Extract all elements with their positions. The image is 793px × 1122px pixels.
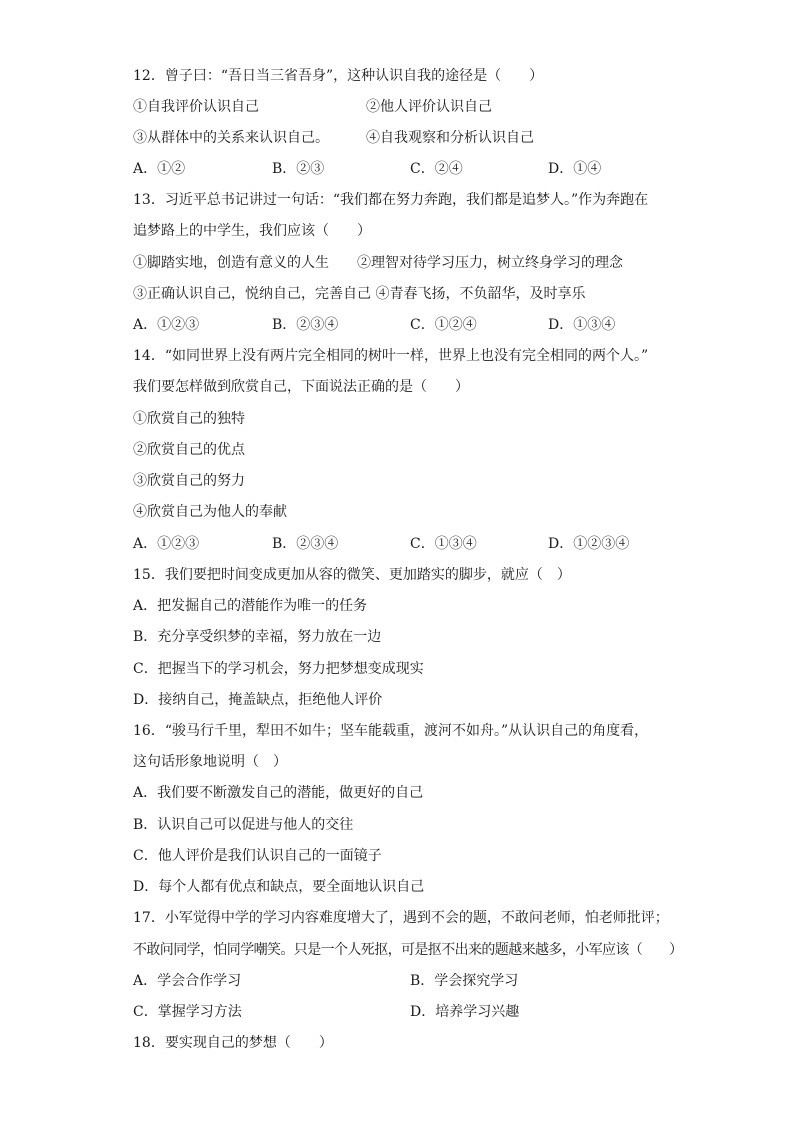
question-15-option-b: B．充分享受织梦的幸福，努力放在一边 — [133, 629, 382, 645]
question-15-option-a: A．把发掘自己的潜能作为唯一的任务 — [133, 598, 368, 614]
question-13-statement-3-4: ③正确认识自己，悦纳自己，完善自己 ④青春飞扬，不负韶华，及时享乐 — [133, 286, 586, 302]
question-15-option-d: D．接纳自己，掩盖缺点，拒绝他人评价 — [133, 692, 383, 708]
question-13-stem-line-2: 追梦路上的中学生，我们应该（ ） — [133, 223, 371, 239]
question-17-option-a: A．学会合作学习 — [133, 973, 242, 989]
question-12-stem: 12．曾子曰：“吾日当三省吾身”，这种认识自我的途径是（ ） — [133, 68, 544, 84]
question-14-stem-line-2: 我们要怎样做到欣赏自己，下面说法正确的是（ ） — [133, 379, 469, 395]
question-16-option-b: B．认识自己可以促进与他人的交往 — [133, 817, 354, 833]
question-15-option-c: C．把握当下的学习机会，努力把梦想变成现实 — [133, 661, 424, 677]
question-12-option-c: C．②④ — [410, 161, 463, 177]
question-12-option-d: D．①④ — [548, 161, 602, 177]
question-12-option-b: B．②③ — [272, 161, 325, 177]
question-14-statement-1: ①欣赏自己的独特 — [133, 411, 245, 427]
question-14-option-b: B．②③④ — [272, 536, 339, 552]
question-14-option-d: D．①②③④ — [548, 536, 630, 552]
question-12-statement-2: ②他人评价认识自己 — [366, 99, 492, 115]
question-14-statement-3: ③欣赏自己的努力 — [133, 473, 245, 489]
question-14-statement-4: ④欣赏自己为他人的奉献 — [133, 504, 287, 520]
question-17-stem-line-1: 17．小军觉得中学的学习内容难度增大了，遇到不会的题，不敢问老师，怕老师批评； — [133, 910, 669, 926]
question-12-option-a: A．①② — [133, 161, 186, 177]
question-16-option-a: A．我们要不断激发自己的潜能，做更好的自己 — [133, 785, 424, 801]
question-14-option-c: C．①③④ — [410, 536, 477, 552]
question-17-stem-line-2: 不敢问同学，怕同学嘲笑。只是一个人死抠，可是抠不出来的题越来越多，小军应该（ ） — [133, 942, 683, 958]
question-14-stem-line-1: 14．“如同世界上没有两片完全相同的树叶一样，世界上也没有完全相同的两个人。” — [133, 348, 649, 364]
question-13-option-d: D．①③④ — [548, 317, 616, 333]
question-17-option-b: B．学会探究学习 — [410, 973, 519, 989]
question-16-option-c: C．他人评价是我们认识自己的一面镜子 — [133, 848, 382, 864]
question-18-stem: 18．要实现自己的梦想（ ） — [133, 1035, 333, 1051]
question-12-statement-1: ①自我评价认识自己 — [133, 99, 259, 115]
question-12-statement-4: ④自我观察和分析认识自己 — [366, 130, 534, 146]
question-17-option-d: D．培养学习兴趣 — [410, 1004, 520, 1020]
question-13-statement-1: ①脚踏实地，创造有意义的人生 — [133, 255, 329, 271]
question-14-statement-2: ②欣赏自己的优点 — [133, 442, 245, 458]
question-17-option-c: C．掌握学习方法 — [133, 1004, 242, 1020]
question-12-statement-3: ③从群体中的关系来认识自己。 — [133, 130, 329, 146]
question-13-option-c: C．①②④ — [410, 317, 477, 333]
question-13-stem-line-1: 13．习近平总书记讲过一句话：“我们都在努力奔跑，我们都是追梦人。”作为奔跑在 — [133, 192, 649, 208]
question-15-stem: 15．我们要把时间变成更加从容的微笑、更加踏实的脚步，就应（ ） — [133, 567, 571, 583]
question-13-option-b: B．②③④ — [272, 317, 339, 333]
question-13-statement-2: ②理智对待学习压力，树立终身学习的理念 — [357, 255, 623, 271]
question-14-option-a: A．①②③ — [133, 536, 200, 552]
question-16-stem-line-2: 这句话形象地说明（ ） — [133, 754, 287, 770]
question-16-option-d: D．每个人都有优点和缺点，要全面地认识自己 — [133, 879, 425, 895]
question-16-stem-line-1: 16．“骏马行千里，犁田不如牛；坚车能载重，渡河不如舟。”从认识自己的角度看， — [133, 723, 649, 739]
question-13-option-a: A．①②③ — [133, 317, 200, 333]
